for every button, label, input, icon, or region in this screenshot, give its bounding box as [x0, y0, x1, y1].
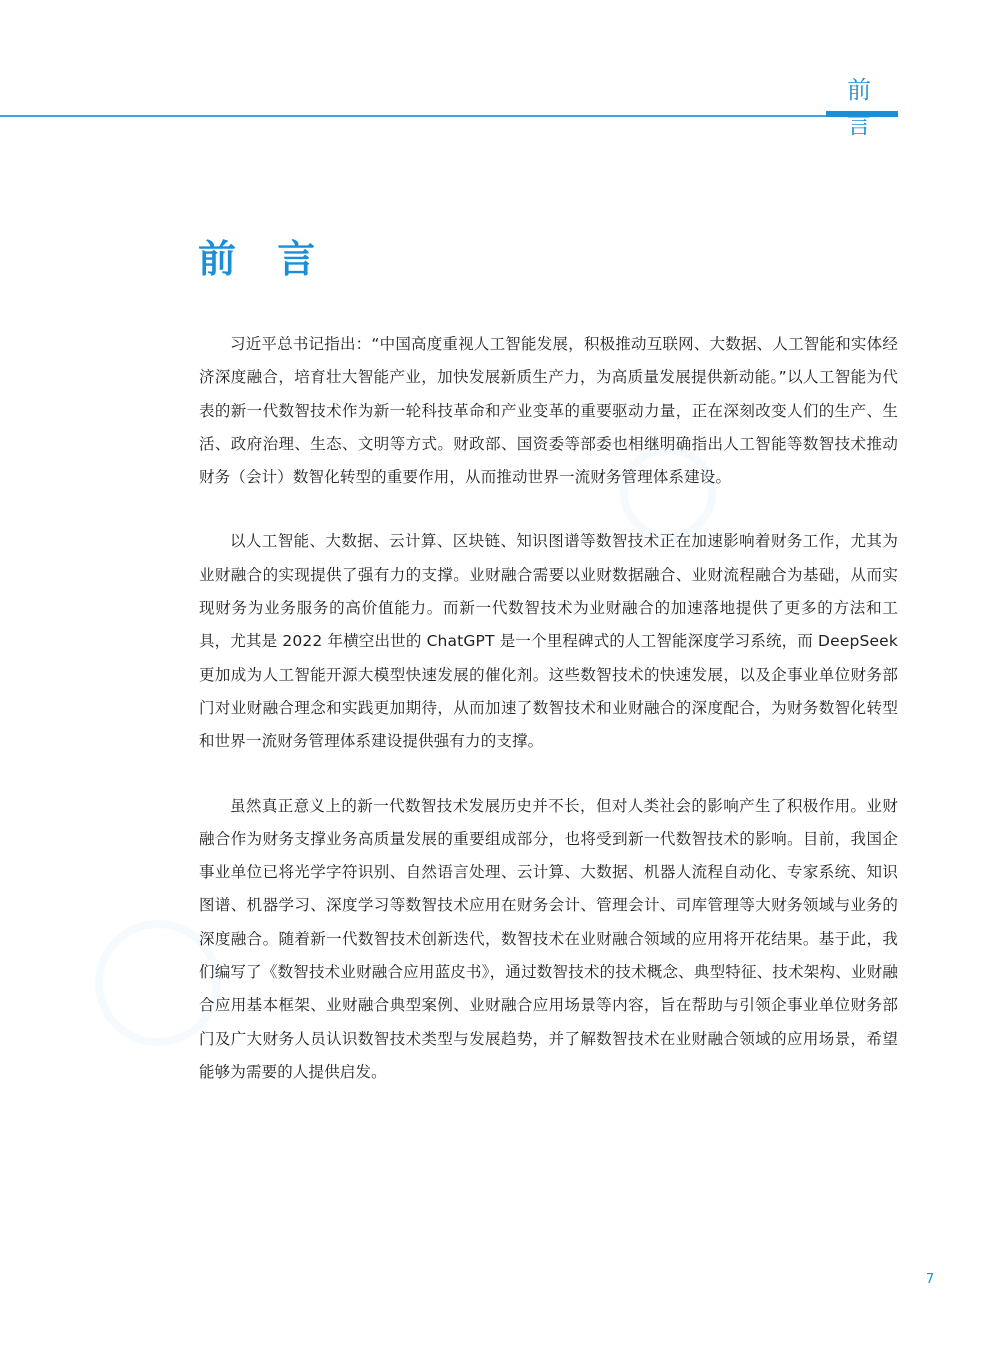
page-title: 前 言 [198, 236, 330, 281]
paragraph: 习近平总书记指出：“中国高度重视人工智能发展，积极推动互联网、大数据、人工智能和实体经济深度融合，培育壮大智能产业，加快发展新质生产力，为高质量发展提供新动能。”以人工智能为代表的新一代数智技术作为新一轮科技革命和产业变革的重要驱动力量，正在深刻改变人们的生产、生活、政府治理、生态、文明等方式。财政部、国资委等部委也相继明确指出人工智能等数智技术推动财务（会计）数智化转型的重要作用，从而推动世界一流财务管理体系建设。 [199, 335, 898, 487]
body-text [199, 328, 898, 1120]
header-section-title: 前 言 [847, 76, 877, 139]
paragraph: 虽然真正意义上的新一代数智技术发展历史并不长，但对人类社会的影响产生了积极作用。业财融合作为财务支撑业务高质量发展的重要组成部分，也将受到新一代数智技术的影响。目前，我国企事业单位已将光学字符识别、自然语言处理、云计算、大数据、机器人流程自动化、专家系统、知识图谱、机器学习、深度学习等数智技术应用在财务会计、管理会计、司库管理等大财务领域与业务的深度融合。随着新一代数智技术创新迭代，数智技术在业财融合领域的应用将开花结果。基于此，我们编写了《数智技术业财融合应用蓝皮书》，通过数智技术的技术概念、典型特征、技术架构、业财融合应用基本框架、业财融合典型案例、业财融合应用场景等内容，旨在帮助与引领企事业单位财务部门及广大财务人员认识数智技术类型与发展趋势，并了解数智技术在业财融合领域的应用场景，希望能够为需要的人提供启发。 [199, 796, 898, 1081]
header-rule [0, 115, 898, 117]
paragraph: 以人工智能、大数据、云计算、区块链、知识图谱等数智技术正在加速影响着财务工作，尤其为业财融合的实现提供了强有力的支撑。业财融合需要以业财数据融合、业财流程融合为基础，从而实现财务为业务服务的高价值能力。而新一代数智技术为业财融合的加速落地提供了更多的方法和工具，尤其是 2022 年横空出世的 ChatGPT 是一个里程碑式的人工智能深度学习系统，而 DeepSeek 更加成为人工智能开源大模型快速发展的催化剂。这些数智技术的快速发展，以及企事业单位财务部门对业财融合理念和实践更加期待，从而加速了数智技术和业财融合的深度配合，为财务数智化转型和世界一流财务管理体系建设提供强有力的支撑。 [199, 532, 898, 751]
page-number: 7 [925, 1272, 935, 1287]
